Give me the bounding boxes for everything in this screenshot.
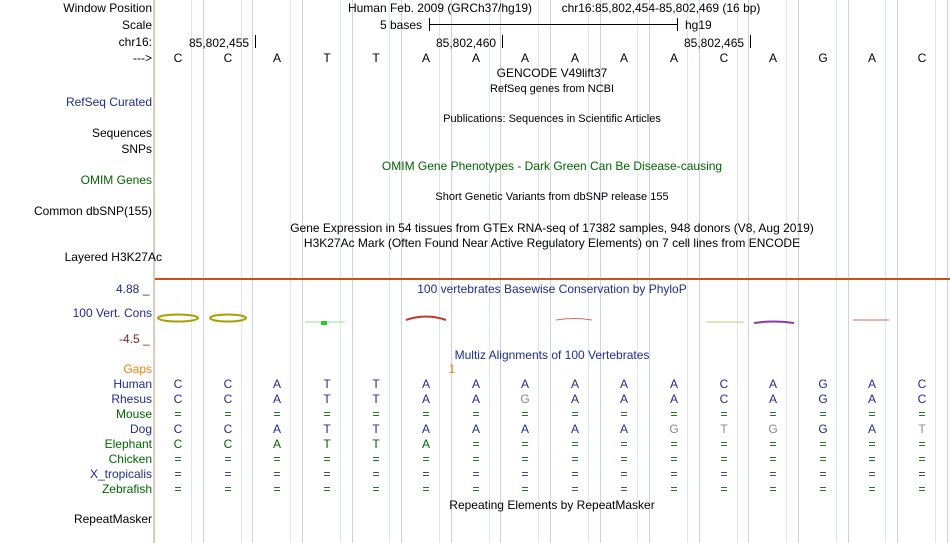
gtex-title: Gene Expression in 54 tissues from GTEx RNA-seq of 17382 samples, 948 donors (V8, Aug 2019) [290,221,814,235]
alignment-cell: = [472,467,480,481]
cons-glyph-a1 [406,317,446,321]
alignment-cell: C [223,437,233,451]
alignment-cell: A [421,437,430,451]
alignment-cell: C [173,392,183,406]
alignment-cell: = [819,437,827,451]
alignment-cell: = [670,407,678,421]
alignment-cell: = [769,482,777,496]
grid-line [935,0,936,543]
cons-glyph-a2 [556,319,592,321]
alignment-cell: = [918,437,926,451]
alignment-cell: = [720,452,728,466]
base-letter: A [619,51,628,65]
base-letter: A [867,51,876,65]
alignment-cell: = [174,482,182,496]
base-letter: A [768,51,777,65]
publications-title: Publications: Sequences in Scientific Articles [443,113,661,125]
alignment-cell: A [272,377,281,391]
species-label-mouse[interactable]: Mouse [115,407,152,421]
alignment-cell: = [323,467,331,481]
scale-label: Scale [121,18,152,32]
alignment-cell: = [571,407,579,421]
base-letter: T [372,51,380,65]
alignment-cell: = [918,467,926,481]
alignment-cell: A [669,377,678,391]
alignment-cell: T [323,377,331,391]
alignment-cell: A [471,422,480,436]
alignment-cell: T [372,392,380,406]
alignment-cell: A [669,392,678,406]
alignment-cell: = [174,407,182,421]
grid-line [836,0,837,543]
species-label-elephant[interactable]: Elephant [104,437,152,451]
alignment-cell: = [521,482,529,496]
alignment-cell: A [272,437,281,451]
cons-glyph-c2 [210,315,246,322]
alignment-cell: G [768,422,778,436]
base-letter: T [323,51,331,65]
alignment-cell: = [620,482,628,496]
alignment-cell: G [818,422,828,436]
grid-line [203,0,204,543]
alignment-cell: T [323,392,331,406]
snps-track-label[interactable]: SNPs [121,142,152,156]
alignment-cell: A [619,377,628,391]
alignment-cell: = [273,482,281,496]
alignment-cell: C [173,437,183,451]
h3k27ac-title: H3K27Ac Mark (Often Found Near Active Regulatory Elements) on 7 cell lines from ENCODE [303,236,801,250]
alignment-cell: T [720,422,728,436]
base-letter: A [471,51,480,65]
alignment-cell: = [670,452,678,466]
alignment-cell: G [520,392,530,406]
refseq-track-label[interactable]: RefSeq Curated [65,95,152,109]
grid-line [699,0,700,543]
position-text: chr16:85,802,454-85,802,469 (16 bp) [561,1,761,15]
alignment-cell: = [372,452,380,466]
species-label-rhesus[interactable]: Rhesus [111,392,152,406]
alignment-cell: G [818,392,828,406]
alignment-cell: = [918,452,926,466]
gap-marker: 1 [448,362,456,376]
strand-arrow-label[interactable]: ---> [133,51,152,65]
multiz-title: Multiz Alignments of 100 Vertebrates [454,348,650,362]
grid-line [241,0,242,543]
grid-line [947,0,948,543]
grid-line [897,0,898,543]
window-position-label: Window Position [63,1,152,15]
base-letter: A [272,51,281,65]
alignment-cell: = [521,437,529,451]
tick-label-2: 85,802,460 [436,36,497,50]
alignment-cell: C [223,377,233,391]
repeatmasker-title: Repeating Elements by RepeatMasker [449,498,655,512]
species-label-human[interactable]: Human [113,377,152,391]
alignment-cell: C [223,422,233,436]
base-letter: C [917,51,927,65]
alignment-cell: A [570,377,579,391]
grid-line [191,0,192,543]
alignment-cell: C [719,377,729,391]
alignment-cell: = [769,437,777,451]
alignment-cell: A [768,392,777,406]
alignment-cell: = [868,482,876,496]
alignment-cell: = [819,482,827,496]
alignment-cell: A [421,422,430,436]
alignment-cell: A [421,392,430,406]
alignment-cell: = [323,482,331,496]
label-separator [154,0,155,543]
grid-line [786,0,787,543]
alignment-cell: = [174,467,182,481]
cons-glyph-c1 [158,315,198,322]
grid-line [352,0,353,543]
alignment-cell: = [819,452,827,466]
scale-bar-start [429,18,430,31]
alignment-cell: T [372,377,380,391]
alignment-cell: = [720,482,728,496]
alignment-cell: = [819,407,827,421]
alignment-cell: = [521,407,529,421]
omim-track-label[interactable]: OMIM Genes [80,173,152,187]
base-letter: A [520,51,529,65]
gaps-label[interactable]: Gaps [123,362,152,376]
alignment-cell: = [372,482,380,496]
alignment-cell: C [917,377,927,391]
alignment-cell: = [571,482,579,496]
alignment-cell: = [422,407,430,421]
phylop-plot [0,300,950,340]
h3k27ac-track-label[interactable]: Layered H3K27Ac [64,250,162,264]
alignment-cell: = [472,482,480,496]
alignment-cell: = [273,452,281,466]
vert-cons-track-label[interactable]: 100 Vert. Cons [72,306,152,320]
cons-axis-min: -4.5 _ [119,332,150,346]
grid-line [340,0,341,543]
alignment-cell: A [867,422,876,436]
alignment-cell: A [471,392,480,406]
tick-mark-3 [750,35,751,48]
grid-line [290,0,291,543]
alignment-cell: = [769,407,777,421]
base-letter: C [223,51,233,65]
alignment-cell: A [570,422,579,436]
scale-bar [429,24,678,25]
tick-label-1: 85,802,455 [189,36,250,50]
tick-mark-2 [502,35,503,48]
alignment-cell: A [867,392,876,406]
scale-text: 5 bases [380,18,423,32]
alignment-cell: = [323,407,331,421]
alignment-cell: = [571,437,579,451]
cons-axis-max: 4.88 _ [116,282,150,296]
dbsnp-title: Short Genetic Variants from dbSNP release 155 [435,191,669,203]
alignment-cell: = [422,467,430,481]
alignment-cell: = [224,452,232,466]
tick-label-3: 85,802,465 [684,36,745,50]
scale-bar-end [677,18,678,31]
alignment-cell: = [868,452,876,466]
alignment-cell: = [620,437,628,451]
base-letter: C [173,51,183,65]
alignment-cell: = [273,407,281,421]
tick-mark-1 [255,35,256,48]
gencode-title[interactable]: GENCODE V49lift37 [496,66,608,80]
grid-line [798,0,799,543]
alignment-cell: A [272,392,281,406]
species-label-chicken[interactable]: Chicken [108,452,152,466]
cons-glyph-t-block [321,321,327,325]
chr-label: chr16: [118,35,152,49]
alignment-cell: = [670,437,678,451]
alignment-cell: = [670,482,678,496]
alignment-cell: A [619,422,628,436]
alignment-cell: T [372,437,380,451]
alignment-cell: A [272,422,281,436]
alignment-cell: A [471,377,480,391]
base-letter: A [570,51,579,65]
repeatmasker-track-label[interactable]: RepeatMasker [73,512,152,526]
alignment-cell: A [520,377,529,391]
alignment-cell: = [323,452,331,466]
alignment-cell: A [421,377,430,391]
grid-line [637,0,638,543]
grid-line [748,0,749,543]
grid-line [252,0,253,543]
alignment-cell: = [769,452,777,466]
alignment-cell: G [818,377,828,391]
refseq-subtitle: RefSeq genes from NCBI [489,83,615,95]
alignment-cell: = [224,482,232,496]
alignment-cell: = [422,452,430,466]
grid-line [848,0,849,543]
scale-db-text: hg19 [685,18,712,32]
alignment-cell: = [472,437,480,451]
alignment-cell: = [224,467,232,481]
alignment-cell: C [719,392,729,406]
alignment-cell: = [868,437,876,451]
alignment-cell: = [670,467,678,481]
grid-line [389,0,390,543]
alignment-cell: = [372,467,380,481]
grid-line [451,0,452,543]
base-letter: A [421,51,430,65]
alignment-cell: = [422,482,430,496]
alignment-cell: = [472,452,480,466]
alignment-cell: = [720,437,728,451]
alignment-cell: = [521,452,529,466]
alignment-cell: = [372,407,380,421]
alignment-cell: T [918,422,926,436]
alignment-cell: = [918,482,926,496]
alignment-cell: = [918,407,926,421]
alignment-cell: A [570,392,579,406]
base-letter: A [669,51,678,65]
alignment-cell: = [720,407,728,421]
alignment-cell: = [174,452,182,466]
alignment-cell: = [868,407,876,421]
assembly-text: Human Feb. 2009 (GRCh37/hg19) [347,1,533,15]
alignment-cell: = [819,467,827,481]
cons-glyph-a3 [754,322,794,324]
grid-line [649,0,650,543]
alignment-cell: = [273,467,281,481]
grid-line [737,0,738,543]
alignment-cell: = [571,452,579,466]
species-label-dog[interactable]: Dog [129,422,152,436]
alignment-cell: C [917,392,927,406]
alignment-cell: A [867,377,876,391]
alignment-cell: T [323,437,331,451]
alignment-cell: = [620,407,628,421]
alignment-cell: T [372,422,380,436]
alignment-cell: G [669,422,679,436]
alignment-cell: = [571,467,579,481]
omim-title: OMIM Gene Phenotypes - Dark Green Can Be Disease-causing [381,159,723,173]
phylop-title: 100 vertebrates Basewise Conservation by PhyloP [417,282,687,296]
alignment-cell: C [173,377,183,391]
species-label-x_tropicalis[interactable]: X_tropicalis [89,467,152,481]
species-label-zebrafish[interactable]: Zebrafish [101,482,152,496]
grid-line [885,0,886,543]
grid-line [302,0,303,543]
alignment-cell: = [720,467,728,481]
grid-line [401,0,402,543]
grid-line [439,0,440,543]
track-divider [155,278,950,280]
grid-line [687,0,688,543]
alignment-cell: = [224,407,232,421]
alignment-cell: A [619,392,628,406]
alignment-cell: C [223,392,233,406]
alignment-cell: A [768,377,777,391]
sequences-track-label[interactable]: Sequences [91,126,152,140]
alignment-cell: = [472,407,480,421]
dbsnp-track-label[interactable]: Common dbSNP(155) [33,204,152,218]
alignment-cell: = [521,467,529,481]
alignment-cell: = [620,467,628,481]
alignment-cell: = [620,452,628,466]
alignment-cell: A [520,422,529,436]
base-letter: G [818,51,828,65]
base-letter: C [719,51,729,65]
alignment-cell: C [173,422,183,436]
alignment-cell: = [769,467,777,481]
alignment-cell: = [868,467,876,481]
alignment-cell: T [323,422,331,436]
